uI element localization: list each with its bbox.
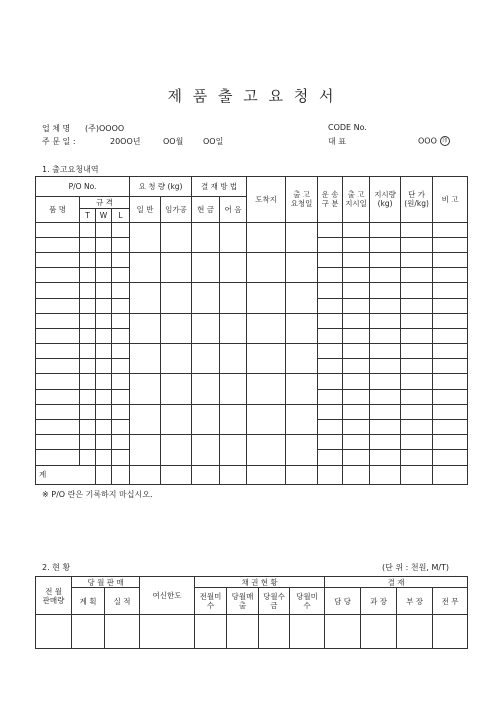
approval-header: 결 재 bbox=[325, 577, 468, 588]
table-cell bbox=[161, 222, 192, 252]
table-cell bbox=[112, 450, 130, 465]
table-cell bbox=[433, 450, 468, 465]
table-cell bbox=[370, 450, 401, 465]
rep-value-wrap bbox=[418, 136, 450, 146]
table-cell bbox=[112, 404, 130, 419]
table-cell bbox=[161, 252, 192, 282]
table-cell bbox=[401, 237, 433, 252]
table-cell bbox=[220, 283, 247, 313]
section-chief-header: 과 장 bbox=[361, 588, 397, 615]
unit-price-header: 단 가 (원/kg) bbox=[401, 177, 433, 223]
total-cell bbox=[192, 465, 220, 484]
table-cell bbox=[130, 283, 161, 313]
table-cell bbox=[401, 420, 433, 435]
table-cell bbox=[286, 374, 318, 404]
table-cell bbox=[370, 328, 401, 343]
table-cell bbox=[286, 313, 318, 343]
table-cell bbox=[112, 389, 130, 404]
table-cell bbox=[401, 268, 433, 283]
status-cell bbox=[195, 615, 227, 649]
table-cell bbox=[370, 420, 401, 435]
table-cell bbox=[192, 344, 220, 374]
status-cell bbox=[259, 615, 290, 649]
table-cell bbox=[161, 283, 192, 313]
credit-limit-header: 여신한도 bbox=[140, 577, 195, 615]
table-cell bbox=[370, 374, 401, 389]
status-header-row-2 bbox=[36, 588, 468, 615]
prev-unpaid-header: 전월미 수 bbox=[195, 588, 227, 615]
table-cell bbox=[370, 298, 401, 313]
table-cell bbox=[130, 404, 161, 434]
company-value: (주)OOOO bbox=[85, 124, 125, 133]
month-sales-header: 당 월 판 매 bbox=[72, 577, 140, 588]
table-cell bbox=[318, 435, 343, 450]
table-cell bbox=[220, 222, 247, 252]
table-cell bbox=[343, 298, 370, 313]
total-cell bbox=[112, 465, 130, 484]
table-cell bbox=[401, 389, 433, 404]
table-cell bbox=[96, 359, 112, 374]
status-cell bbox=[105, 615, 140, 649]
document-title: 제 품 출 고 요 청 서 bbox=[167, 87, 337, 105]
table-cell bbox=[96, 268, 112, 283]
general-header: 일 반 bbox=[130, 197, 161, 222]
status-cell bbox=[140, 615, 195, 649]
destination-header: 도착지 bbox=[247, 177, 286, 223]
seal-icon: 印 bbox=[440, 136, 450, 146]
status-cell bbox=[227, 615, 259, 649]
table-cell bbox=[318, 298, 343, 313]
table-cell bbox=[220, 404, 247, 434]
table-cell bbox=[80, 389, 96, 404]
section1-title: 1. 출고요청내역 bbox=[42, 165, 99, 174]
table-cell bbox=[343, 252, 370, 267]
table-cell bbox=[80, 404, 96, 419]
table-cell bbox=[80, 268, 96, 283]
table-cell bbox=[130, 435, 161, 466]
table-cell bbox=[161, 435, 192, 466]
table-cell bbox=[36, 420, 80, 435]
table-cell bbox=[401, 298, 433, 313]
table-cell bbox=[96, 374, 112, 389]
table-cell bbox=[112, 268, 130, 283]
table-cell bbox=[433, 420, 468, 435]
total-cell bbox=[80, 465, 96, 484]
table-cell bbox=[80, 435, 96, 450]
table-cell bbox=[130, 344, 161, 374]
table-cell bbox=[96, 222, 112, 237]
table-cell bbox=[401, 313, 433, 328]
total-cell bbox=[286, 465, 318, 484]
table-cell bbox=[112, 252, 130, 267]
status-cell bbox=[72, 615, 105, 649]
order-month: OO월 bbox=[163, 137, 184, 146]
table-cell bbox=[318, 222, 343, 237]
table-cell bbox=[433, 252, 468, 267]
status-value-row bbox=[36, 615, 468, 649]
table-cell bbox=[433, 435, 468, 450]
order-year: 20OO년 bbox=[110, 137, 141, 146]
table-cell bbox=[36, 404, 80, 419]
table-cell bbox=[343, 359, 370, 374]
table-cell bbox=[247, 344, 286, 374]
table-cell bbox=[370, 252, 401, 267]
dept-head-header: 부 장 bbox=[397, 588, 433, 615]
table-cell bbox=[318, 359, 343, 374]
prev-sales-header: 전 월 판매량 bbox=[36, 577, 72, 615]
table-cell bbox=[192, 313, 220, 343]
table-cell bbox=[401, 328, 433, 343]
table-cell bbox=[80, 283, 96, 298]
table-cell bbox=[401, 374, 433, 389]
table-cell bbox=[286, 252, 318, 282]
table-cell bbox=[343, 374, 370, 389]
table-cell bbox=[343, 237, 370, 252]
table-cell bbox=[401, 344, 433, 359]
po-no-header: P/O No. bbox=[36, 177, 130, 197]
payment-method-header: 결 재 방 법 bbox=[192, 177, 247, 197]
table-cell bbox=[36, 283, 80, 298]
table-cell bbox=[36, 237, 80, 252]
table-cell bbox=[318, 283, 343, 298]
table-cell bbox=[343, 344, 370, 359]
table-cell bbox=[96, 344, 112, 359]
table-cell bbox=[192, 404, 220, 434]
table-cell bbox=[343, 313, 370, 328]
table-cell bbox=[96, 283, 112, 298]
table-cell bbox=[80, 328, 96, 343]
table-cell bbox=[130, 252, 161, 282]
unit-note: (단 위 : 천원, M/T) bbox=[382, 563, 450, 572]
table-cell bbox=[370, 359, 401, 374]
table-cell bbox=[36, 328, 80, 343]
table-cell bbox=[96, 404, 112, 419]
header-row-1 bbox=[36, 177, 468, 197]
table-cell bbox=[247, 374, 286, 404]
total-cell bbox=[433, 465, 468, 484]
table-cell bbox=[112, 328, 130, 343]
table-cell bbox=[343, 268, 370, 283]
table-cell bbox=[80, 420, 96, 435]
table-cell bbox=[96, 389, 112, 404]
table-cell bbox=[433, 313, 468, 328]
plan-header: 계 획 bbox=[72, 588, 105, 615]
total-cell bbox=[343, 465, 370, 484]
table-cell bbox=[318, 313, 343, 328]
table-cell bbox=[112, 374, 130, 389]
table-cell bbox=[318, 450, 343, 465]
status-cell bbox=[290, 615, 325, 649]
spec-w-header: W bbox=[96, 209, 112, 222]
table-row bbox=[36, 283, 468, 298]
table-cell bbox=[192, 374, 220, 404]
table-cell bbox=[401, 404, 433, 419]
processing-header: 임가공 bbox=[161, 197, 192, 222]
table-cell bbox=[36, 374, 80, 389]
table-cell bbox=[247, 252, 286, 282]
table-cell bbox=[161, 374, 192, 404]
table-cell bbox=[343, 420, 370, 435]
request-qty-header: 요 청 량 (kg) bbox=[130, 177, 192, 197]
table-cell bbox=[80, 450, 96, 465]
status-cell bbox=[36, 615, 72, 649]
table-cell bbox=[433, 359, 468, 374]
table-cell bbox=[370, 435, 401, 450]
table-cell bbox=[343, 450, 370, 465]
table-row bbox=[36, 222, 468, 237]
table-cell bbox=[130, 313, 161, 343]
table-cell bbox=[433, 283, 468, 298]
table-cell bbox=[370, 404, 401, 419]
table-cell bbox=[433, 404, 468, 419]
table-cell bbox=[343, 328, 370, 343]
table-cell bbox=[220, 313, 247, 343]
table-cell bbox=[318, 237, 343, 252]
table-cell bbox=[286, 404, 318, 434]
table-cell bbox=[36, 389, 80, 404]
table-cell bbox=[36, 313, 80, 328]
table-cell bbox=[370, 268, 401, 283]
total-cell bbox=[247, 465, 286, 484]
table-cell bbox=[318, 389, 343, 404]
table-cell bbox=[96, 252, 112, 267]
table-cell bbox=[343, 404, 370, 419]
table-cell bbox=[36, 252, 80, 267]
table-row bbox=[36, 374, 468, 389]
total-cell bbox=[130, 465, 161, 484]
total-cell bbox=[370, 465, 401, 484]
table-cell bbox=[36, 268, 80, 283]
managing-director-header: 전 무 bbox=[433, 588, 468, 615]
table-cell bbox=[433, 344, 468, 359]
table-cell bbox=[112, 420, 130, 435]
spec-l-header: L bbox=[112, 209, 130, 222]
table-cell bbox=[112, 313, 130, 328]
table-cell bbox=[433, 298, 468, 313]
table-cell bbox=[80, 222, 96, 237]
table-cell bbox=[247, 404, 286, 434]
table-cell bbox=[370, 283, 401, 298]
month-unpaid-header: 당월미 수 bbox=[290, 588, 325, 615]
table-cell bbox=[343, 389, 370, 404]
status-table bbox=[35, 576, 468, 649]
table-cell bbox=[112, 344, 130, 359]
table-cell bbox=[192, 283, 220, 313]
order-day: OO일 bbox=[203, 137, 224, 146]
table-cell bbox=[401, 359, 433, 374]
table-cell bbox=[318, 344, 343, 359]
table-cell bbox=[343, 435, 370, 450]
table-cell bbox=[161, 344, 192, 374]
total-row bbox=[36, 465, 468, 484]
company-label: 업 체 명 bbox=[42, 124, 71, 133]
table-cell bbox=[401, 222, 433, 237]
table-cell bbox=[401, 435, 433, 450]
table-cell bbox=[112, 283, 130, 298]
table-row bbox=[36, 404, 468, 419]
table-cell bbox=[96, 435, 112, 450]
table-cell bbox=[80, 252, 96, 267]
table-cell bbox=[401, 450, 433, 465]
table-cell bbox=[112, 222, 130, 237]
table-cell bbox=[433, 237, 468, 252]
cash-header: 현 금 bbox=[192, 197, 220, 222]
table-cell bbox=[220, 374, 247, 404]
table-cell bbox=[401, 283, 433, 298]
table-cell bbox=[286, 344, 318, 374]
rep-value: OOO bbox=[418, 136, 437, 146]
table-cell bbox=[318, 268, 343, 283]
table-cell bbox=[247, 283, 286, 313]
actual-header: 실 적 bbox=[105, 588, 140, 615]
table-cell bbox=[80, 374, 96, 389]
approval-sign-cell bbox=[361, 615, 397, 649]
rep-label: 대 표 bbox=[328, 137, 346, 146]
table-cell bbox=[370, 222, 401, 237]
spec-header: 규 격 bbox=[80, 197, 130, 209]
table-cell bbox=[80, 313, 96, 328]
order-date-label: 주 문 일 : bbox=[42, 137, 76, 146]
ship-instr-date-header: 출 고 지시일 bbox=[343, 177, 370, 223]
table-cell bbox=[96, 237, 112, 252]
table-cell bbox=[370, 237, 401, 252]
table-cell bbox=[343, 222, 370, 237]
table-cell bbox=[318, 252, 343, 267]
table-cell bbox=[36, 222, 80, 237]
table-row bbox=[36, 252, 468, 267]
table-cell bbox=[36, 435, 80, 450]
instr-qty-header: 지시량 (kg) bbox=[370, 177, 401, 223]
code-label: CODE No. bbox=[328, 123, 367, 132]
table-cell bbox=[370, 389, 401, 404]
table-cell bbox=[433, 222, 468, 237]
table-cell bbox=[161, 313, 192, 343]
table-cell bbox=[112, 359, 130, 374]
table-cell bbox=[318, 404, 343, 419]
table-cell bbox=[96, 313, 112, 328]
table-cell bbox=[433, 268, 468, 283]
status-header-row-1 bbox=[36, 577, 468, 588]
product-name-header: 품 명 bbox=[36, 197, 80, 222]
table-cell bbox=[80, 344, 96, 359]
table-cell bbox=[192, 435, 220, 466]
table-cell bbox=[220, 252, 247, 282]
table-cell bbox=[36, 450, 80, 465]
table-cell bbox=[247, 313, 286, 343]
table-cell bbox=[96, 298, 112, 313]
staff-header: 담 당 bbox=[325, 588, 361, 615]
total-cell bbox=[96, 465, 112, 484]
remarks-header: 비 고 bbox=[433, 177, 468, 223]
approval-sign-cell bbox=[397, 615, 433, 649]
total-cell bbox=[318, 465, 343, 484]
table-cell bbox=[80, 237, 96, 252]
table-cell bbox=[286, 222, 318, 252]
month-sales-amt-header: 당월매 출 bbox=[227, 588, 259, 615]
order-items-table bbox=[35, 176, 468, 485]
po-note: ※ P/O 란은 기록하지 마십시오. bbox=[42, 490, 153, 499]
table-row bbox=[36, 313, 468, 328]
spec-t-header: T bbox=[80, 209, 96, 222]
table-row bbox=[36, 344, 468, 359]
transport-type-header: 운 송 구 분 bbox=[318, 177, 343, 223]
table-cell bbox=[130, 374, 161, 404]
table-cell bbox=[112, 298, 130, 313]
table-cell bbox=[130, 222, 161, 252]
table-cell bbox=[112, 435, 130, 450]
bill-header: 어 음 bbox=[220, 197, 247, 222]
table-cell bbox=[80, 298, 96, 313]
table-cell bbox=[96, 450, 112, 465]
total-cell bbox=[220, 465, 247, 484]
total-label: 계 bbox=[36, 465, 80, 484]
total-cell bbox=[161, 465, 192, 484]
table-cell bbox=[80, 359, 96, 374]
table-cell bbox=[370, 313, 401, 328]
table-cell bbox=[318, 374, 343, 389]
table-cell bbox=[220, 344, 247, 374]
table-cell bbox=[161, 404, 192, 434]
table-cell bbox=[370, 344, 401, 359]
table-cell bbox=[343, 283, 370, 298]
table-cell bbox=[433, 328, 468, 343]
table-cell bbox=[318, 420, 343, 435]
table-cell bbox=[96, 328, 112, 343]
table-cell bbox=[247, 435, 286, 466]
table-cell bbox=[192, 222, 220, 252]
table-cell bbox=[286, 283, 318, 313]
table-cell bbox=[433, 389, 468, 404]
ship-req-date-header: 출 고 요청일 bbox=[286, 177, 318, 223]
table-row bbox=[36, 435, 468, 450]
total-cell bbox=[401, 465, 433, 484]
table-cell bbox=[36, 359, 80, 374]
approval-sign-cell bbox=[325, 615, 361, 649]
table-cell bbox=[433, 374, 468, 389]
table-cell bbox=[36, 344, 80, 359]
table-cell bbox=[96, 420, 112, 435]
table-cell bbox=[247, 222, 286, 252]
table-cell bbox=[220, 435, 247, 466]
order-items-body bbox=[36, 222, 468, 465]
table-cell bbox=[36, 298, 80, 313]
section2-title: 2. 현 황 bbox=[42, 563, 71, 572]
receivables-header: 채 권 현 황 bbox=[195, 577, 325, 588]
table-cell bbox=[112, 237, 130, 252]
month-collected-header: 당월수 금 bbox=[259, 588, 290, 615]
table-cell bbox=[318, 328, 343, 343]
table-cell bbox=[286, 435, 318, 466]
table-cell bbox=[192, 252, 220, 282]
table-cell bbox=[401, 252, 433, 267]
approval-sign-cell bbox=[433, 615, 468, 649]
